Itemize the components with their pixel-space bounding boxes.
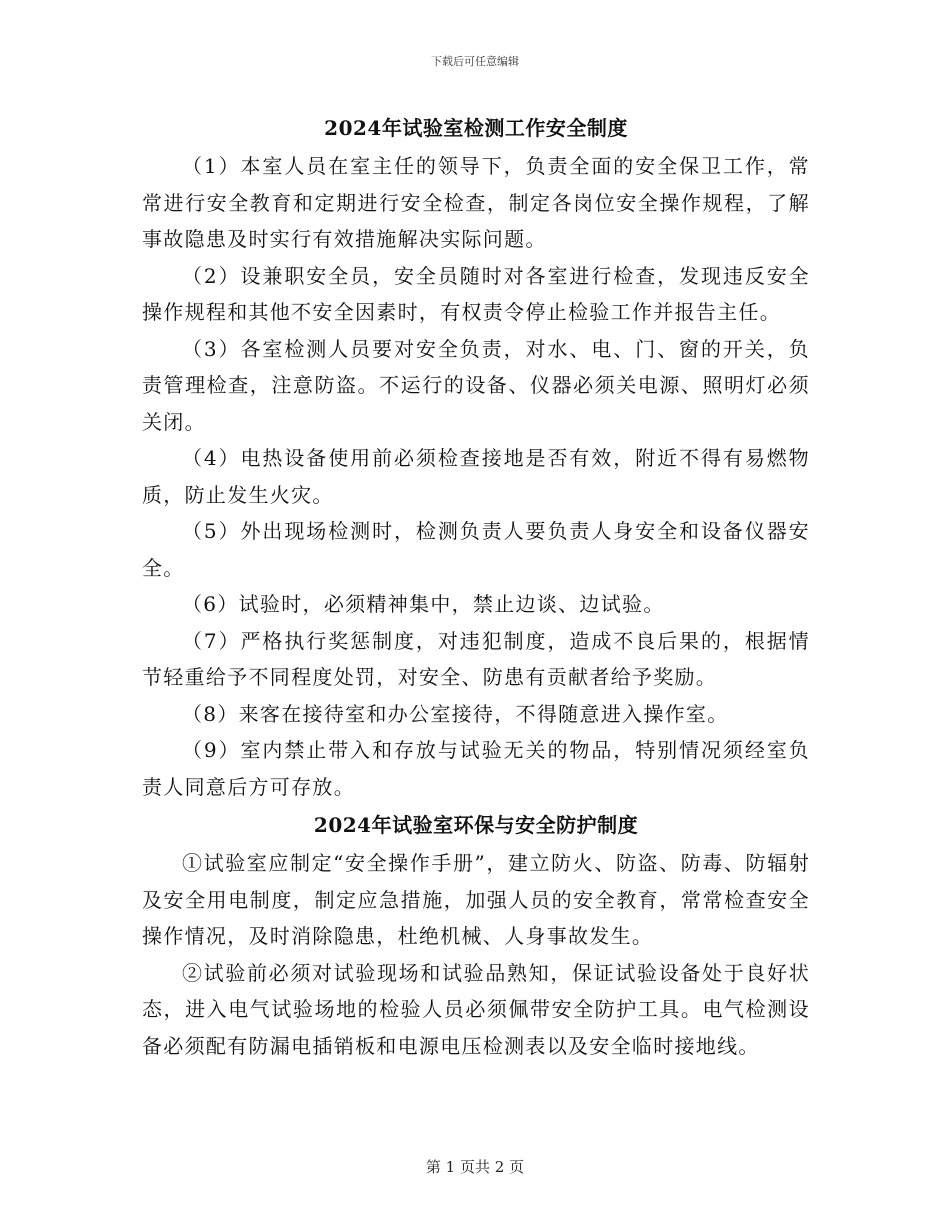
paragraph: ②试验前必须对试验现场和试验品熟知，保证试验设备处于良好状态，进入电气试验场地的检验人员必须佩带安全防护工具。电气检测设备必须配有防漏电插销板和电源电压检测表以及安全临时接地线。 [142, 960, 810, 1058]
paragraph: （5）外出现场检测时，检测负责人要负责人身安全和设备仪器安全。 [142, 519, 810, 580]
paragraph: （4）电热设备使用前必须检查接地是否有效，附近不得有易燃物质，防止发生火灾。 [142, 446, 810, 507]
paragraph: （8）来客在接待室和办公室接待，不得随意进入操作室。 [182, 701, 729, 726]
paragraph: ①试验室应制定“安全操作手册”，建立防火、防盗、防毒、防辐射及安全用电制度，制定应急措施，加强人员的安全教育，常常检查安全操作情况，及时消除隐患，杜绝机械、人身事故发生。 [142, 851, 810, 948]
section-title-lab-safety: 2024年试验室检测工作安全制度 [324, 116, 628, 140]
paragraph: （3）各室检测人员要对安全负责，对水、电、门、窗的开关，负责管理检查，注意防盗。不运行的设备、仪器必须关电源、照明灯必须关闭。 [142, 336, 810, 434]
section-title-environment-protection: 2024年试验室环保与安全防护制度 [313, 813, 639, 837]
paragraph: （2）设兼职安全员，安全员随时对各室进行检查，发现违反安全操作规程和其他不安全因素时，有权责令停止检验工作并报告主任。 [142, 263, 810, 324]
paragraph: （1）本室人员在室主任的领导下，负责全面的安全保卫工作，常常进行安全教育和定期进行安全检查，制定各岗位安全操作规程，了解事故隐患及时实行有效措施解决实际问题。 [142, 154, 810, 251]
page-footer: 第 1 页共 2 页 [425, 1158, 525, 1176]
paragraph: （6）试验时，必须精神集中，禁止边谈、边试验。 [182, 592, 665, 616]
paragraph: （9）室内禁止带入和存放与试验无关的物品，特别情况须经室负责人同意后方可存放。 [142, 738, 810, 799]
paragraph: （7）严格执行奖惩制度，对违犯制度，造成不良后果的，根据情节轻重给予不同程度处罚，对安全、防患有贡献者给予奖励。 [142, 628, 810, 689]
header-note: 下载后可任意编辑 [431, 55, 519, 68]
document-body [142, 108, 810, 1064]
